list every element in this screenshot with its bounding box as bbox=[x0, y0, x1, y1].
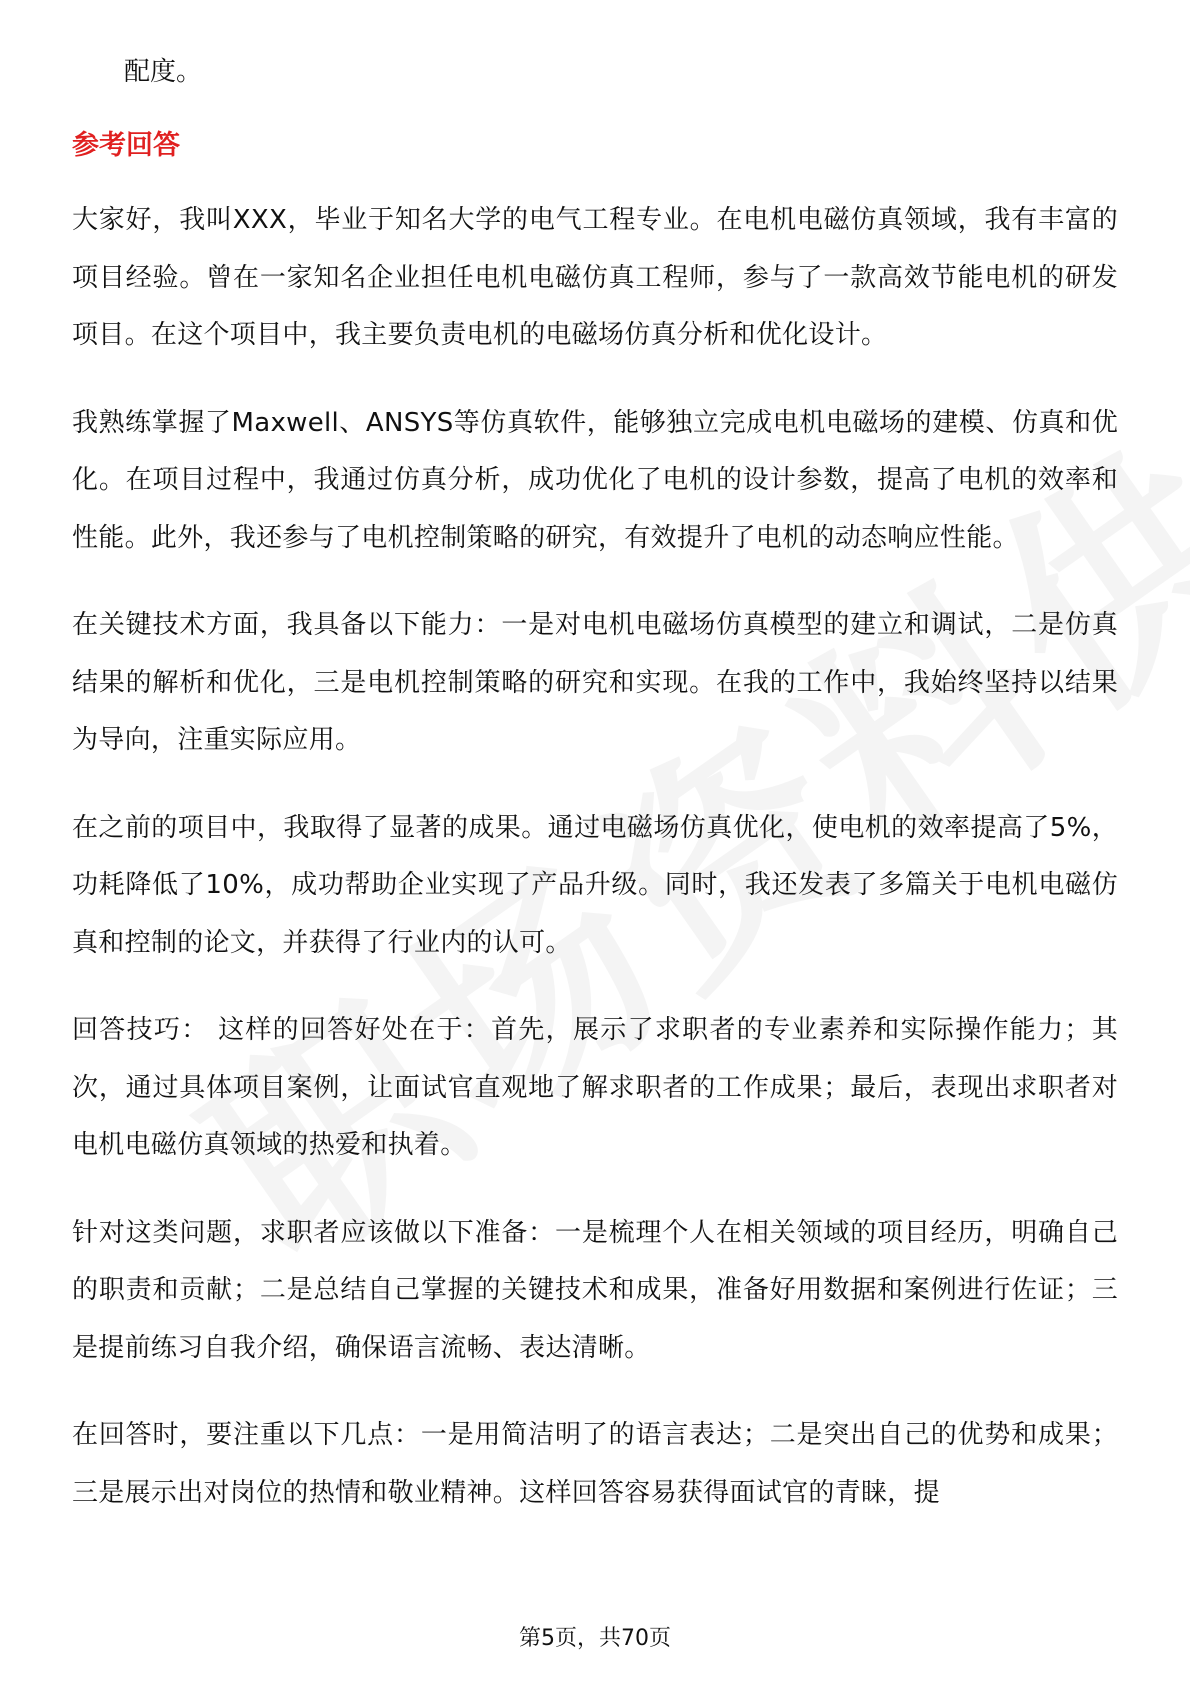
section-title: 参考回答 bbox=[72, 130, 180, 161]
paragraph-key-tech: 在关键技术方面，我具备以下能力：一是对电机电磁场仿真模型的建立和调试，二是仿真结果的解析和优化，三是电机控制策略的研究和实现。在我的工作中，我始终坚持以结果为导向，注重实际应用。 bbox=[72, 610, 1118, 755]
continuation-text: 配度。 bbox=[124, 57, 203, 87]
paragraph-preparation: 针对这类问题，求职者应该做以下准备：一是梳理个人在相关领域的项目经历，明确自己的职责和贡献；二是总结自己掌握的关键技术和成果，准备好用数据和案例进行佐证；三是提前练习自我介绍，确保语言流畅、表达清晰。 bbox=[72, 1217, 1118, 1363]
paragraph-intro: 大家好，我叫XXX，毕业于知名大学的电气工程专业。在电机电磁仿真领域，我有丰富的项目经验。曾在一家知名企业担任电机电磁仿真工程师，参与了一款高效节能电机的研发项目。在这个项目中，我主要负责电机的电磁场仿真分析和优化设计。 bbox=[72, 205, 1118, 350]
page-content bbox=[72, 44, 1118, 1552]
paragraph-answer-points: 在回答时，要注重以下几点：一是用简洁明了的语言表达；二是突出自己的优势和成果；三是展示出对岗位的热情和敬业精神。这样回答容易获得面试官的青睐，提 bbox=[72, 1420, 1118, 1508]
paragraph-answer-tips: 回答技巧： 这样的回答好处在于：首先，展示了求职者的专业素养和实际操作能力；其次，通过具体项目案例，让面试官直观地了解求职者的工作成果；最后，表现出求职者对电机电磁仿真领域的热爱和执着。 bbox=[72, 1015, 1118, 1160]
paragraph-achievements: 在之前的项目中，我取得了显著的成果。通过电磁场仿真优化，使电机的效率提高了5%，功耗降低了10%，成功帮助企业实现了产品升级。同时，我还发表了多篇关于电机电磁仿真和控制的论文，并获得了行业内的认可。 bbox=[72, 812, 1118, 958]
paragraph-skills: 我熟练掌握了Maxwell、ANSYS等仿真软件，能够独立完成电机电磁场的建模、仿真和优化。在项目过程中，我通过仿真分析，成功优化了电机的设计参数，提高了电机的效率和性能。此外，我还参与了电机控制策略的研究，有效提升了电机的动态响应性能。 bbox=[72, 407, 1118, 553]
page-number: 第5页，共70页 bbox=[519, 1626, 671, 1651]
